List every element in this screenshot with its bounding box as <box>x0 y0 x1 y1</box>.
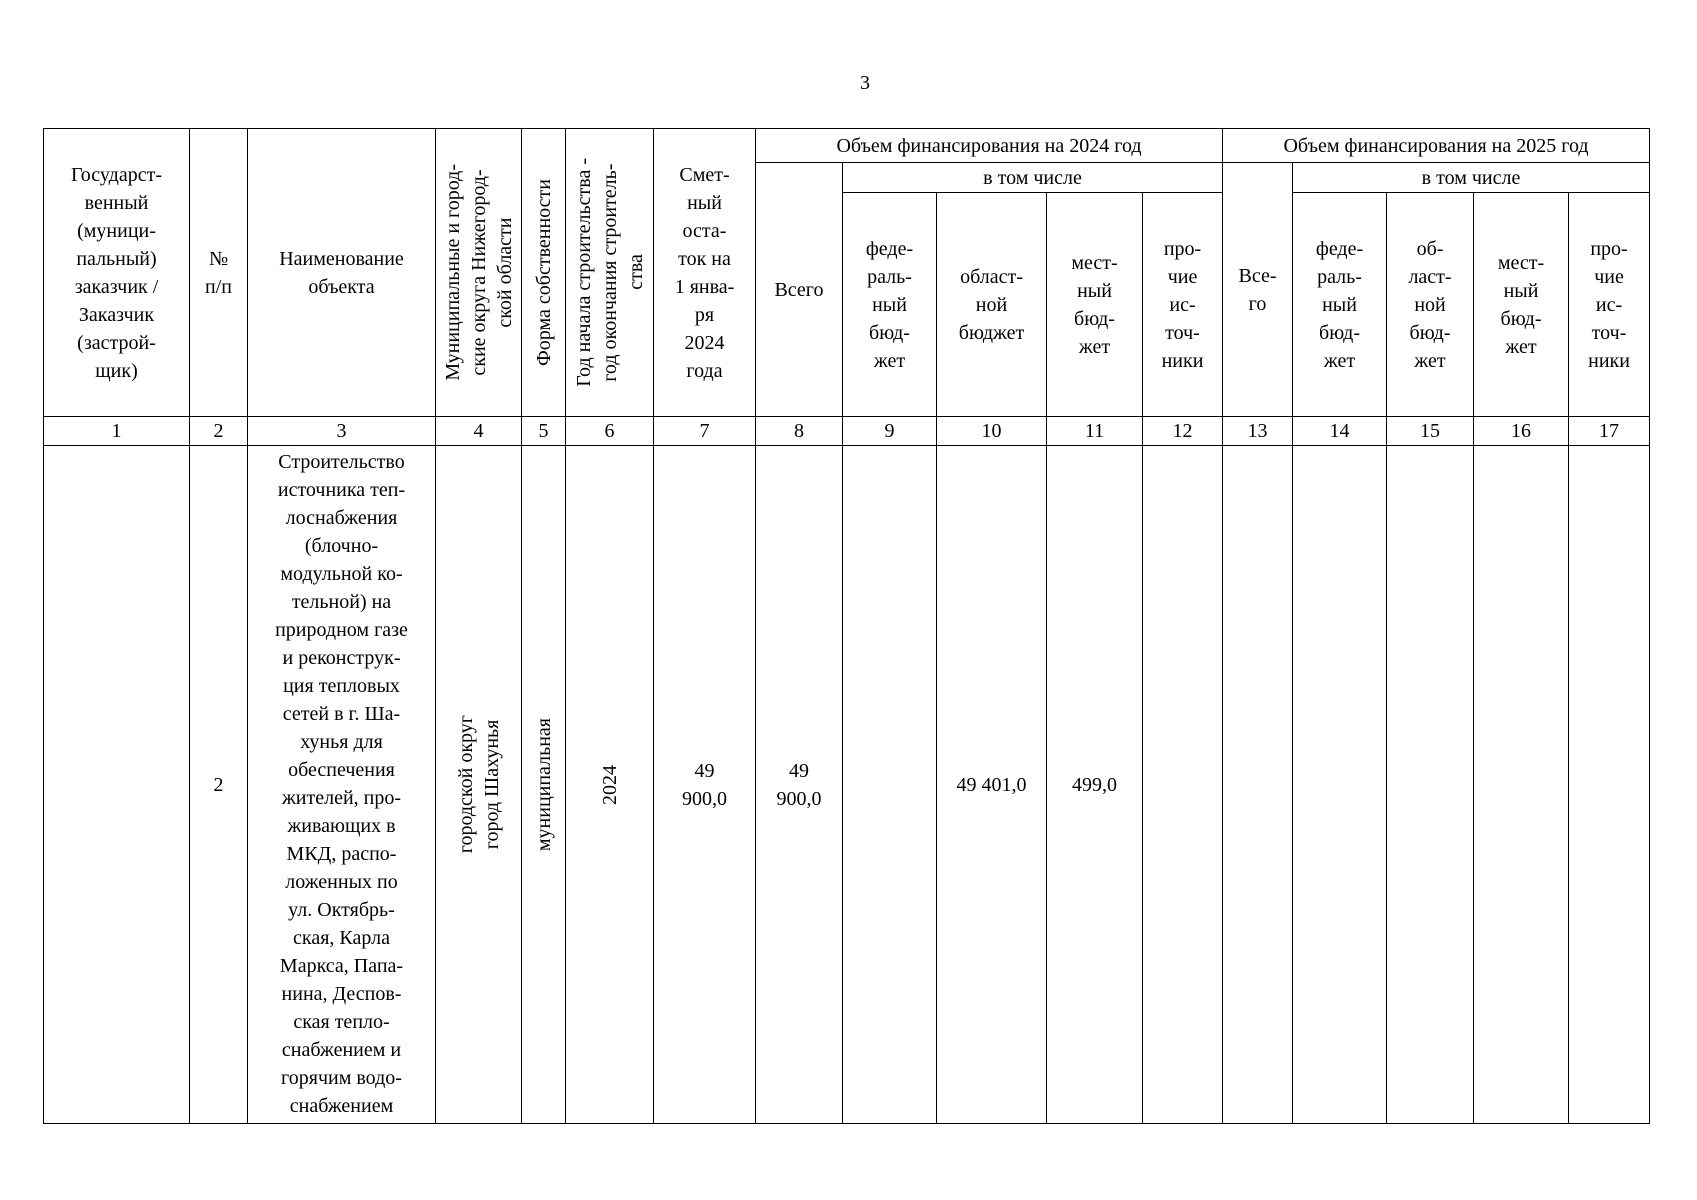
header-regional-2024: област- ной бюджет <box>937 193 1047 417</box>
column-number: 14 <box>1293 417 1387 446</box>
column-number: 9 <box>843 417 937 446</box>
header-regional-2025: об- ласт- ной бюд- жет <box>1387 193 1474 417</box>
header-ownership <box>522 129 566 417</box>
table-row <box>44 446 1650 1124</box>
header-federal-2025: феде- раль- ный бюд- жет <box>1293 193 1387 417</box>
column-number: 7 <box>654 417 756 446</box>
header-customer: Государст- венный (муници- пальный) заказчик / Заказчик (застрой- щик) <box>44 129 190 417</box>
header-remaining: Смет- ный оста- ток на 1 янва- ря 2024 года <box>654 129 756 417</box>
header-fin-2024: Объем финансирования на 2024 год <box>756 129 1223 163</box>
column-number: 8 <box>756 417 843 446</box>
row-federal-2025 <box>1293 446 1387 1124</box>
header-including-2025: в том числе <box>1293 163 1650 193</box>
header-number: № п/п <box>190 129 248 417</box>
row-federal-2024 <box>843 446 937 1124</box>
header-other-2024: про- чие ис- точ- ники <box>1143 193 1223 417</box>
header-fin-2025: Объем финансирования на 2025 год <box>1223 129 1650 163</box>
header-other-2025: про- чие ис- точ- ники <box>1569 193 1650 417</box>
header-municipality-text: Муниципальные и город- ские округа Нижегород- ской области <box>441 164 516 381</box>
row-local-2025 <box>1474 446 1569 1124</box>
header-years <box>566 129 654 417</box>
header-local-2025: мест- ный бюд- жет <box>1474 193 1569 417</box>
page-number: 3 <box>860 72 870 94</box>
column-number: 2 <box>190 417 248 446</box>
row-customer <box>44 446 190 1124</box>
row-regional-2024: 49 401,0 <box>937 446 1047 1124</box>
column-number: 5 <box>522 417 566 446</box>
financing-table <box>43 128 1650 1124</box>
column-number: 10 <box>937 417 1047 446</box>
header-row-1 <box>44 129 1650 163</box>
header-years-text: Год начала строительства - год окончания строитель- ства <box>572 158 647 387</box>
row-municipality <box>436 446 522 1124</box>
row-years <box>566 446 654 1124</box>
header-local-2024: мест- ный бюд- жет <box>1047 193 1143 417</box>
row-number: 2 <box>190 446 248 1124</box>
header-object-name: Наименование объекта <box>248 129 436 417</box>
row-municipality-text: городской округ город Шахунья <box>454 715 503 854</box>
row-ownership <box>522 446 566 1124</box>
column-number: 12 <box>1143 417 1223 446</box>
column-number: 4 <box>436 417 522 446</box>
column-number-row <box>44 417 1650 446</box>
row-ownership-text: муниципальная <box>532 717 555 852</box>
column-number: 13 <box>1223 417 1293 446</box>
header-total-2025: Все- го <box>1223 163 1293 417</box>
column-number: 15 <box>1387 417 1474 446</box>
column-number: 1 <box>44 417 190 446</box>
row-regional-2025 <box>1387 446 1474 1124</box>
row-years-text: 2024 <box>598 764 621 805</box>
column-number: 6 <box>566 417 654 446</box>
row-local-2024: 499,0 <box>1047 446 1143 1124</box>
column-number: 16 <box>1474 417 1569 446</box>
header-including-2024: в том числе <box>843 163 1223 193</box>
row-total-2024: 49 900,0 <box>756 446 843 1124</box>
row-other-2024 <box>1143 446 1223 1124</box>
row-other-2025 <box>1569 446 1650 1124</box>
row-total-2025 <box>1223 446 1293 1124</box>
row-remaining: 49 900,0 <box>654 446 756 1124</box>
column-number: 3 <box>248 417 436 446</box>
row-object-name: Строительство источника теп- лоснабжения (блочно- модульной ко- тельной) на природном газе и реконструк- ция тепловых сетей в г. Ша- хунья для обеспечения жителей, про- живающих в МКД, распо- ложенных по ул. Октябрь- ская, Карла Маркса, Папа- нина, Деспов- ская тепло- снабжением и горячим водо- снабжением <box>248 446 436 1124</box>
header-total-2024: Всего <box>756 163 843 417</box>
header-ownership-text: Форма собственности <box>532 179 555 366</box>
header-municipality <box>436 129 522 417</box>
column-number: 11 <box>1047 417 1143 446</box>
column-number: 17 <box>1569 417 1650 446</box>
header-federal-2024: феде- раль- ный бюд- жет <box>843 193 937 417</box>
